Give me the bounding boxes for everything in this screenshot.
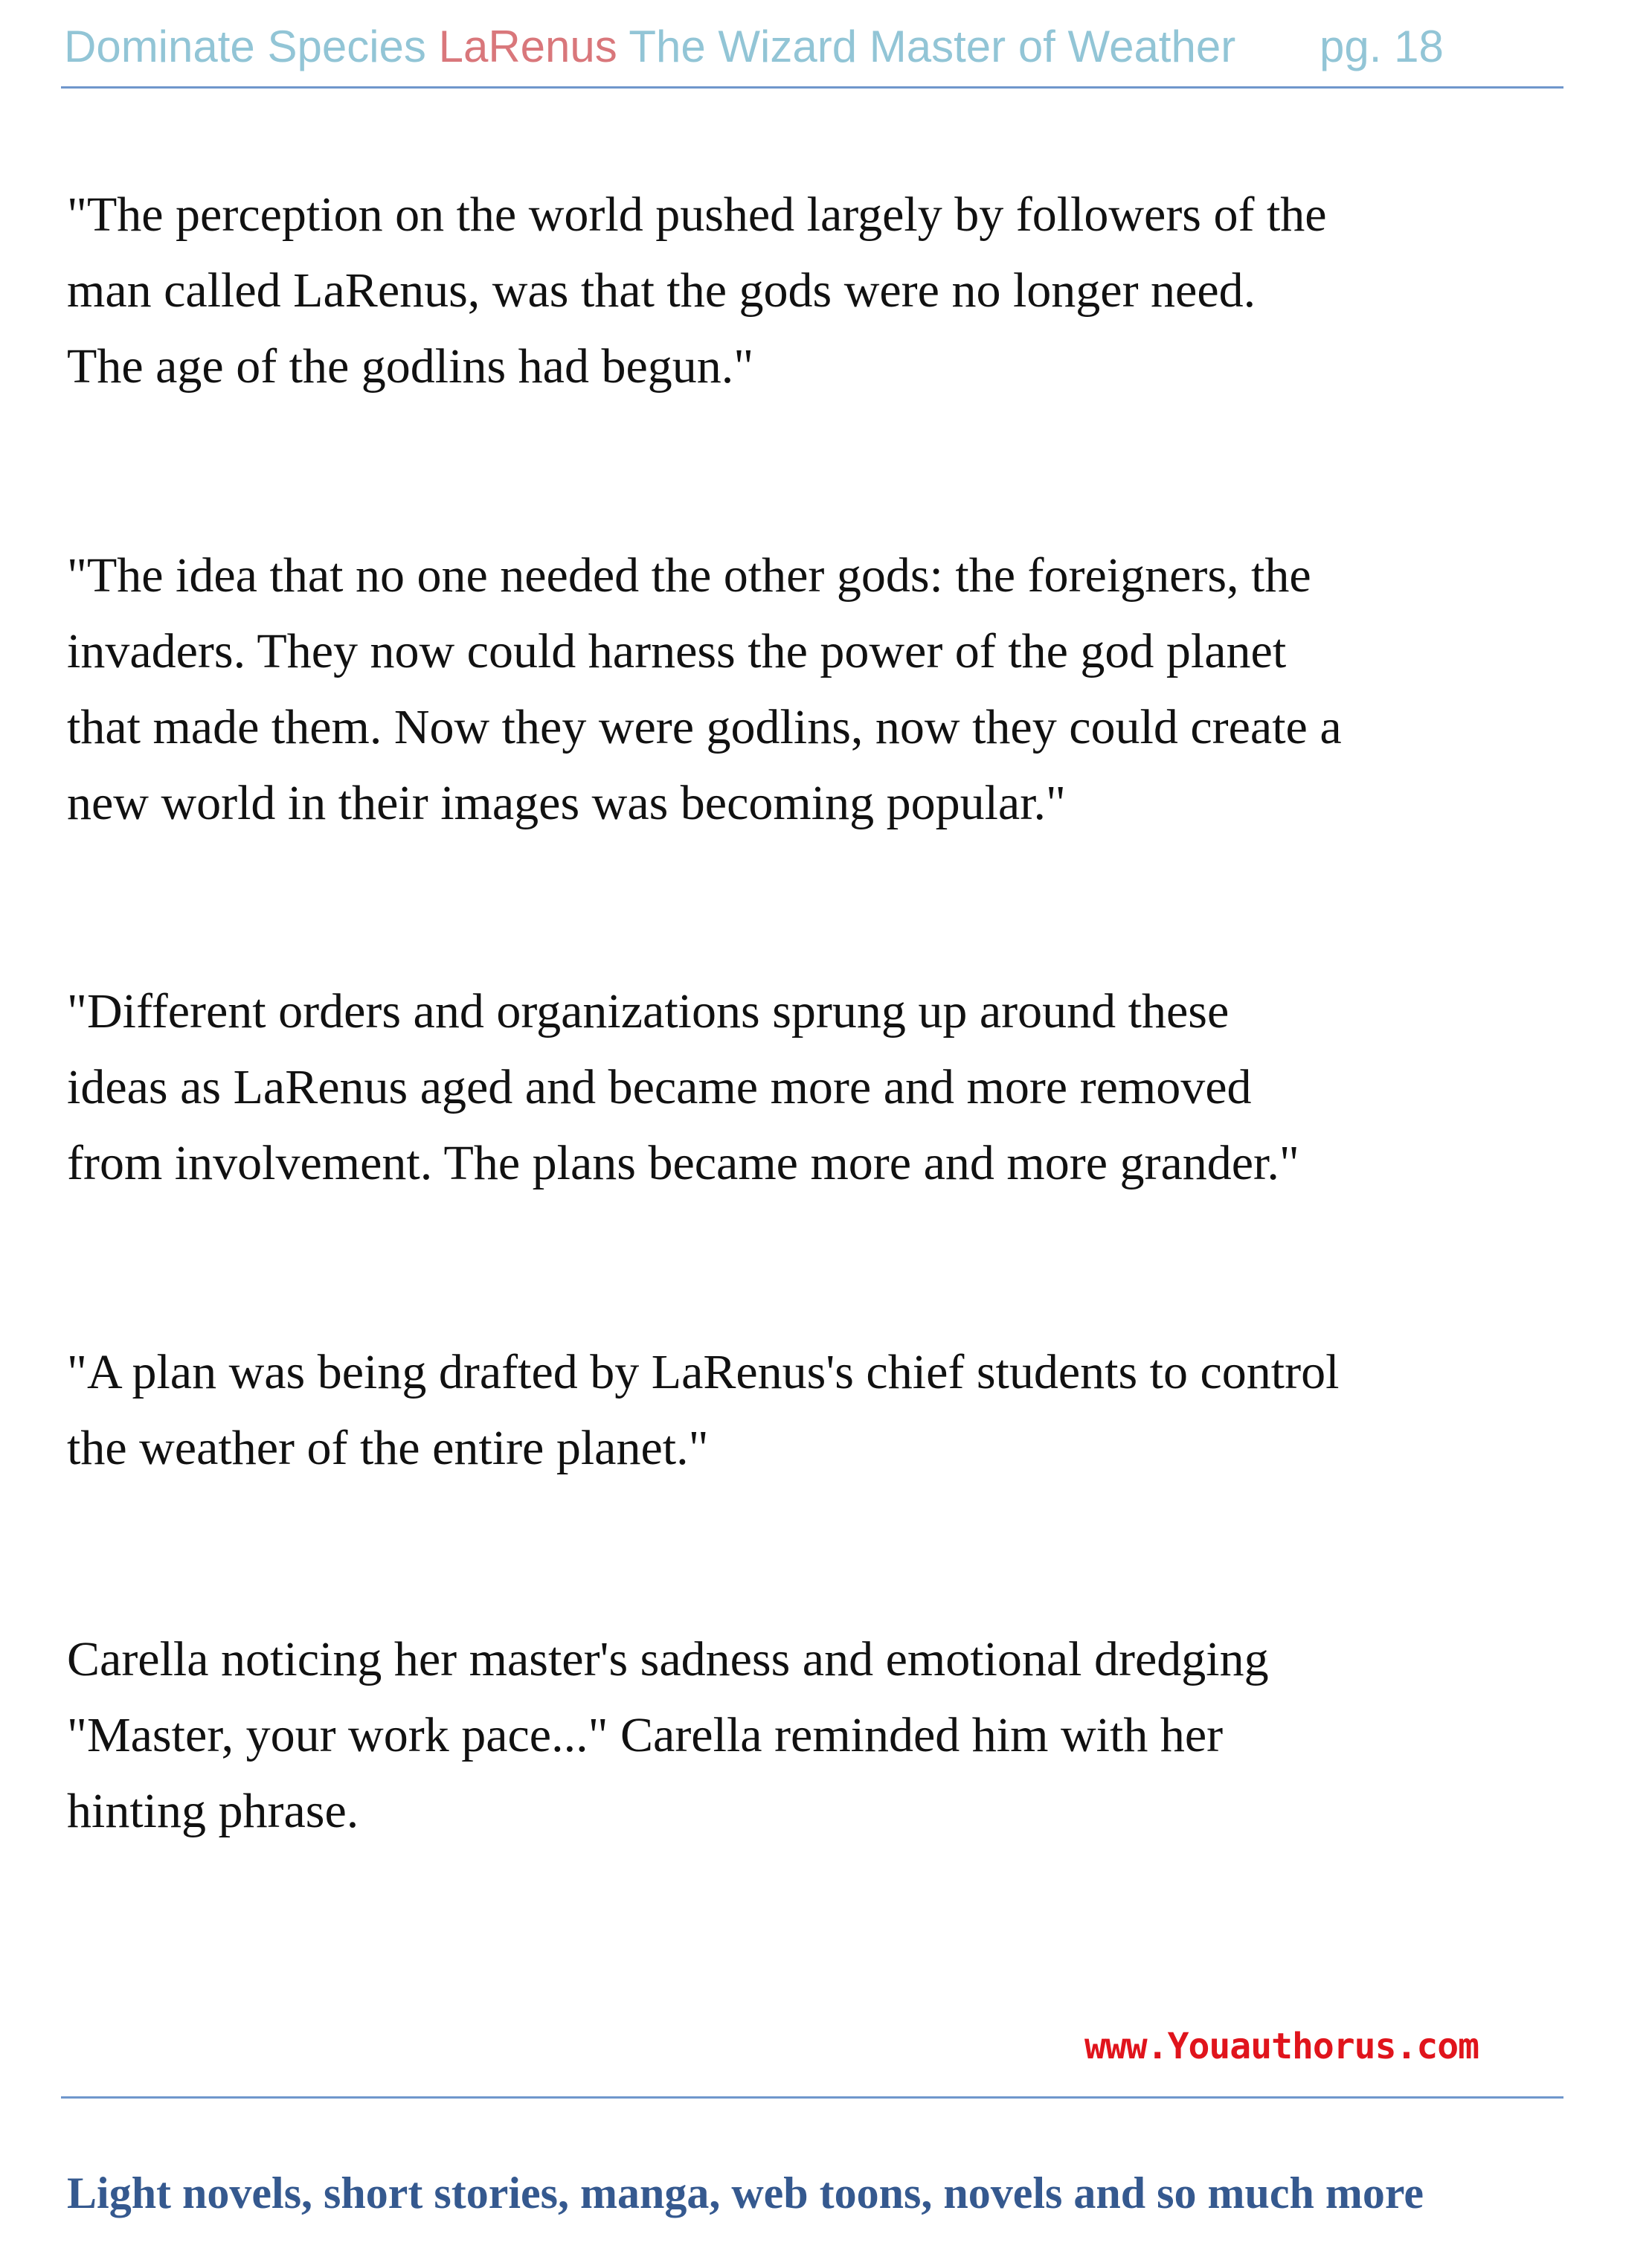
paragraph-1: "The perception on the world pushed largely by followers of the man called LaRenus, was that the gods were no longer need. The age of the godlins had begun." (67, 187, 1327, 394)
header-divider (61, 86, 1563, 89)
book-title-accent: LaRenus (438, 22, 617, 71)
book-title (64, 21, 1235, 72)
footer-divider (61, 2096, 1563, 2099)
book-title-suffix: The Wizard Master of Weather (617, 22, 1236, 71)
paragraph-4: "A plan was being drafted by LaRenus's chief students to control the weather of the entire planet." (67, 1345, 1340, 1475)
website-link[interactable]: www.Youauthorus.com (1084, 2026, 1479, 2067)
book-title-prefix: Dominate Species (64, 22, 439, 71)
page-header (64, 21, 1581, 83)
paragraph-3: "Different orders and organizations sprung up around these ideas as LaRenus aged and became more and more removed from involvement. The plans became more and more grander." (67, 984, 1299, 1190)
paragraph-2: "The idea that no one needed the other gods: the foreigners, the invaders. They now could harness the power of the god planet that made them. Now they were godlins, now they could create a new world in their images was becoming popular." (67, 548, 1342, 830)
page-number: pg. 18 (1320, 22, 1444, 71)
paragraph-5: Carella noticing her master's sadness and emotional dredging "Master, your work pace..." Carella reminded him with her hinting phrase. (67, 1632, 1269, 1838)
footer-tagline: Light novels, short stories, manga, web toons, novels and so much more (67, 2168, 1424, 2218)
